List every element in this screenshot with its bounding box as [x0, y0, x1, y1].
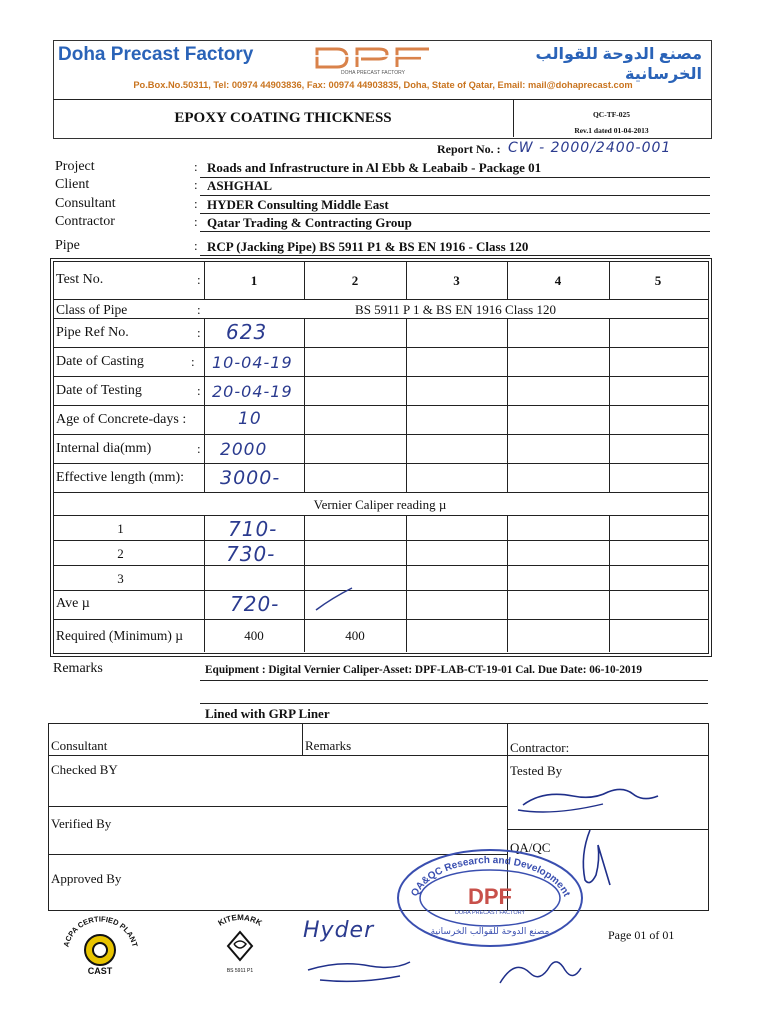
class-value: BS 5911 P 1 & BS EN 1916 Class 120 — [355, 302, 556, 317]
class-label: Class of Pipe — [56, 302, 128, 317]
qaqc-stamp — [393, 840, 588, 948]
handwritten-hyder: Hyder — [303, 918, 375, 943]
pipe-colon: : — [194, 238, 198, 253]
hyder-signature — [300, 940, 440, 990]
lined-text: Lined with GRP Liner — [205, 706, 330, 721]
client-value: ASHGHAL — [207, 178, 273, 193]
consultant-colon: : — [194, 196, 198, 211]
required-1: 400 — [244, 628, 264, 643]
doc-title: EPOXY COATING THICKNESS — [174, 110, 392, 126]
acpa-top-text: ACPA CERTIFIED PLANT — [61, 914, 140, 948]
remarks-label: Remarks — [53, 661, 103, 676]
stamp-arc-text: QA&QC Research and Development — [409, 855, 572, 899]
table-inner — [53, 261, 709, 654]
consultant-label: Consultant — [55, 196, 116, 211]
dia-label: Internal dia(mm) — [56, 441, 152, 456]
reading-1-label: 1 — [117, 521, 124, 536]
pipe-value: RCP (Jacking Pipe) BS 5911 P1 & BS EN 1916 - Class 120 — [207, 239, 529, 254]
logo-subtitle: DOHA PRECAST FACTORY — [341, 70, 405, 75]
dia-colon: : — [197, 441, 201, 456]
kitemark-logo — [200, 912, 280, 978]
pipe-ref-label: Pipe Ref No. — [56, 325, 129, 340]
contractor-cell: Contractor: — [510, 740, 570, 755]
required-2: 400 — [345, 628, 365, 643]
company-name-en: Doha Precast Factory — [58, 44, 254, 65]
remarks-cell: Remarks — [305, 738, 352, 753]
pipe-ref-colon: : — [197, 325, 201, 340]
age-label: Age of Concrete-days : — [56, 412, 187, 427]
form-code: QC-TF-025 — [592, 110, 631, 119]
dia-value: 2000 — [220, 440, 268, 460]
header-divider — [53, 99, 711, 100]
qaqc-cell: QA/QC — [510, 840, 551, 855]
revision: Rev.1 dated 01-04-2013 — [574, 126, 649, 135]
kitemark-sub: BS 5911 P1 — [226, 968, 254, 974]
contractor-value: Qatar Trading & Contracting Group — [207, 215, 412, 230]
client-label: Client — [55, 177, 90, 192]
pipe-label: Pipe — [55, 238, 80, 253]
testing-value: 20-04-19 — [212, 382, 293, 401]
stamp-arabic: مصنع الدوحة للقوالب الخرسانية — [430, 927, 550, 937]
acpa-bottom-text: CAST — [87, 966, 113, 976]
page-number: Page 01 of 01 — [608, 928, 675, 942]
contact-line: Po.Box.No.50311, Tel: 00974 44903836, Fax: 00974 44903835, Doha, State of Qatar, Email: mail@dohaprecast.com — [133, 80, 633, 90]
length-value: 3000- — [220, 467, 281, 489]
company-name-ar: مصنع الدوحة للقوالب الخرسانية — [535, 46, 702, 83]
dpf-logo — [313, 45, 433, 75]
kitemark-text: KITEMARK — [216, 912, 264, 928]
reading-1-value: 710- — [228, 517, 278, 541]
required-label: Required (Minimum) µ — [56, 628, 184, 643]
test-no-1: 1 — [250, 273, 258, 288]
client-colon: : — [194, 177, 198, 192]
tested-by-cell: Tested By — [510, 763, 563, 778]
class-colon: : — [197, 302, 201, 317]
reading-2-value: 730- — [226, 542, 276, 566]
test-no-colon: : — [197, 272, 201, 287]
ave-slash-mark — [312, 584, 357, 614]
ave-label: Ave µ — [56, 596, 90, 611]
test-no-3: 3 — [453, 273, 460, 288]
casting-value: 10-04-19 — [212, 353, 293, 372]
test-no-4: 4 — [554, 273, 562, 288]
stamp-center: DPF — [468, 884, 512, 909]
pipe-ref-value: 623 — [226, 320, 268, 344]
age-value: 10 — [238, 409, 262, 429]
casting-colon: : — [191, 354, 195, 369]
contractor-colon: : — [194, 214, 198, 229]
pipe-underline — [200, 255, 710, 256]
approved-by-cell: Approved By — [51, 871, 122, 886]
bottom-signature — [495, 948, 585, 993]
verified-by-cell: Verified By — [51, 816, 112, 831]
reading-3-label: 3 — [117, 571, 124, 586]
testing-label: Date of Testing — [56, 383, 142, 398]
tested-by-signature — [513, 780, 663, 820]
report-label: Report No. : — [437, 142, 501, 156]
project-colon: : — [194, 159, 198, 174]
testing-colon: : — [197, 383, 201, 398]
project-label: Project — [55, 159, 95, 174]
acpa-logo — [58, 912, 143, 980]
remarks-underline-1 — [200, 680, 708, 681]
consultant-cell: Consultant — [51, 738, 108, 753]
ave-value: 720- — [230, 592, 280, 616]
svg-text:KITEMARK — [217, 913, 264, 928]
project-value: Roads and Infrastructure in Al Ebb & Leabaib - Package 01 — [207, 160, 542, 175]
remarks-underline-2 — [200, 703, 708, 704]
contractor-label: Contractor — [55, 214, 115, 229]
casting-label: Date of Casting — [56, 354, 144, 369]
checked-by-cell: Checked BY — [51, 762, 118, 777]
project-underline — [200, 177, 710, 178]
test-no-label: Test No. — [56, 272, 104, 287]
consultant-value: HYDER Consulting Middle East — [207, 197, 389, 212]
consultant-underline — [200, 213, 710, 214]
test-no-5: 5 — [654, 273, 662, 288]
contractor-underline — [200, 231, 710, 232]
vernier-header: Vernier Caliper reading µ — [313, 497, 447, 512]
reading-2-label: 2 — [117, 546, 124, 561]
report-value: CW - 2000/2400-001 — [508, 140, 672, 156]
stamp-sub: DOHA PRECAST FACTORY — [454, 910, 526, 916]
client-underline — [200, 195, 710, 196]
equipment-text: Equipment : Digital Vernier Caliper-Asset: DPF-LAB-CT-19-01 Cal. Due Date: 06-10-2019 — [205, 664, 642, 676]
length-label: Effective length (mm): — [56, 470, 185, 485]
test-no-2: 2 — [351, 273, 359, 288]
